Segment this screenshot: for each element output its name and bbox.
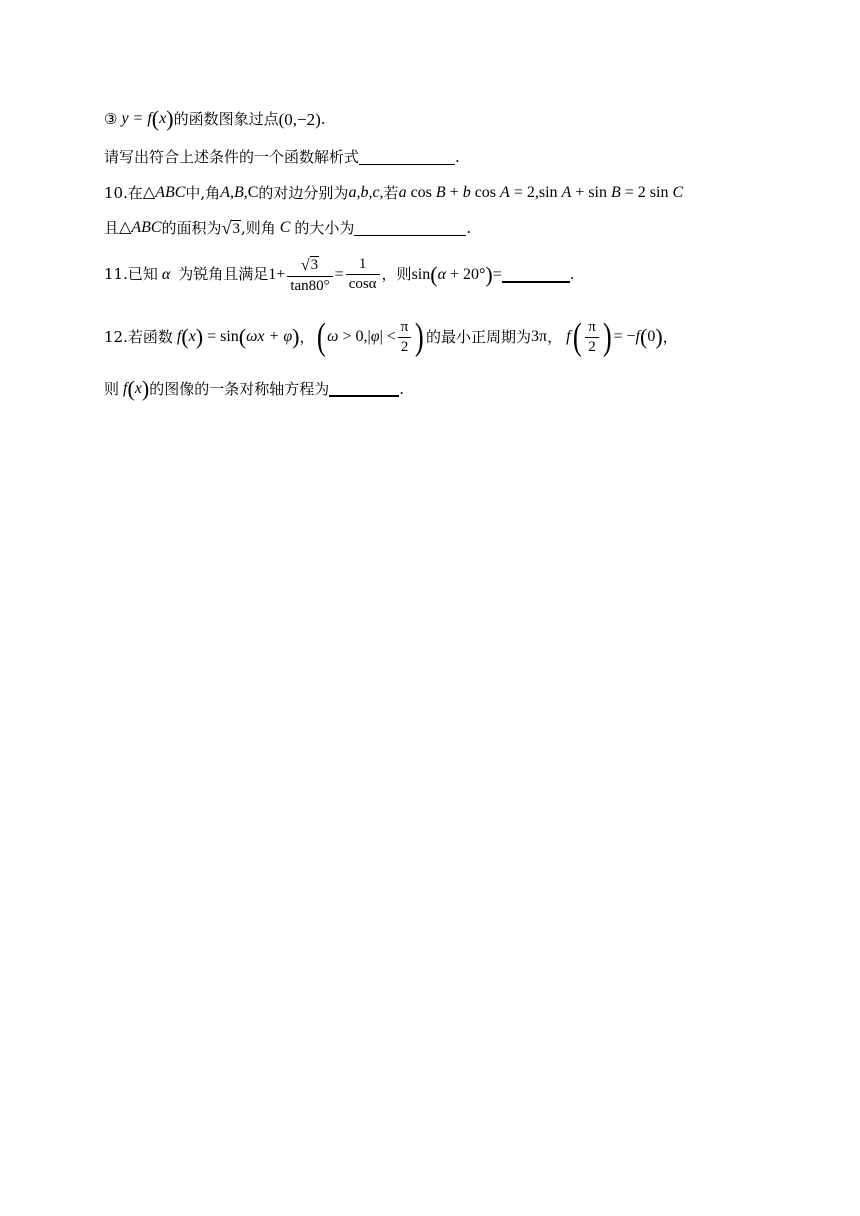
math-fraction-1: √ 3 tan80° <box>287 256 332 294</box>
math-sqrt-3: √ 3 <box>221 218 240 238</box>
math-pi-over-2-arg: $\frac{\pi}{2}$ <box>585 320 599 355</box>
math-sin-expression: sin <box>411 265 431 283</box>
question-11-line: 11. 已知 α 为锐角且满足 1+ √ 3 tan80° = $\frac{1}{\cos\alpha}$ ，则 sin ( α + 20° ) = . <box>104 256 575 294</box>
math-fraction-2: $\frac{1}{\cos\alpha}$ <box>346 257 380 292</box>
question-number: 10. <box>104 183 128 202</box>
question-number: 12. <box>104 327 128 346</box>
math-equation-1: a cos B + b cos A = 2 <box>398 184 535 201</box>
math-constraints: ω > 0,|φ| < <box>327 328 396 345</box>
answer-blank[interactable] <box>359 150 455 165</box>
question-12-line-2: 则 f ( x ) 的图像的一条对称轴方程为 . <box>104 376 405 401</box>
math-equation-2: sin A + sin B = 2 sin C <box>538 184 684 201</box>
math-function-def: = sin <box>203 328 239 345</box>
math-pi-over-2: $\frac{\pi}{2}$ <box>398 320 412 355</box>
answer-blank[interactable] <box>329 381 399 397</box>
question-10-line-2: 且 △ABC 的面积为 √ 3 ,则角 C 的大小为 . <box>104 218 472 238</box>
condition-3-line: ③ y = f ( x ) 的函数图象过点 (0,−2) . <box>104 106 326 131</box>
circled-3-marker: ③ <box>104 109 118 128</box>
answer-blank[interactable] <box>354 221 466 236</box>
condition-3-text: 的函数图象过点 <box>173 109 279 128</box>
question-number: 11. <box>104 265 128 284</box>
math-point: (0,−2) <box>278 109 321 129</box>
math-triangle-abc: △ABC <box>142 184 186 201</box>
answer-blank[interactable] <box>502 267 570 283</box>
math-y-eq-fx: y = f <box>117 110 152 127</box>
question-10-line-1: 10. 在 △ABC 中,角 A,B,C 的对边分别为 a,b,c, 若 a cos B + b cos A = 2 , sin A + sin B = 2 sin C <box>104 183 684 202</box>
question-12-line-1: 12. 若函数 f ( x ) = sin ( ωx + φ ) ， ( ω > 0,|φ| < $\frac{\pi}{2}$ ) 的最小正周期为 3π ， f ( $\frac{\pi}{2}$ ) = −f ( 0 ) ， <box>104 316 678 358</box>
instruction-line: 请写出符合上述条件的一个函数解析式 . <box>104 148 460 166</box>
instruction-text: 请写出符合上述条件的一个函数解析式 <box>104 148 360 166</box>
